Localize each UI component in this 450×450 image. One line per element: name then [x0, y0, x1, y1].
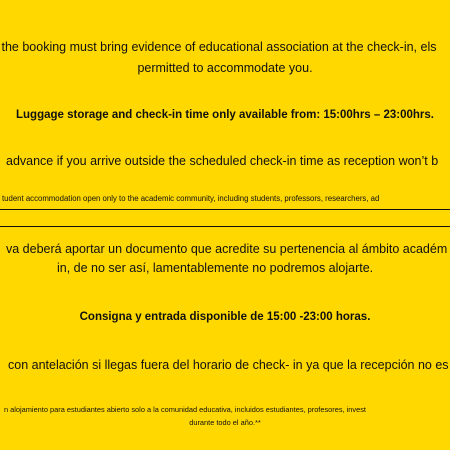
spanish-booking-line-1: va deberá aportar un documento que acredite su pertenencia al ámbito académ [6, 242, 448, 256]
section-divider-bottom [0, 226, 450, 227]
english-booking-line-1: the booking must bring evidence of educational association at the check-in, els [1, 40, 437, 54]
spanish-student-note-line-2: durante todo el año.** [189, 418, 261, 427]
english-booking-line-2: permitted to accommodate you. [137, 61, 313, 75]
english-luggage-hours: Luggage storage and check-in time only available from: 15:00hrs – 23:00hrs. [16, 109, 434, 121]
spanish-booking-line-2: in, de no ser así, lamentablemente no podremos alojarte. [57, 261, 374, 275]
english-advance-notice: advance if you arrive outside the scheduled check-in time as reception won’t b [6, 154, 439, 168]
spanish-student-note-line-1: n alojamiento para estudiantes abierto solo a la comunidad educativa, incluidos estudiantes, profesores, invest [4, 405, 366, 414]
spanish-advance-notice: con antelación si llegas fuera del horario de check- in ya que la recepción no es [8, 358, 449, 372]
english-student-note: tudent accommodation open only to the academic community, including students, professors, researchers, ad [2, 194, 380, 203]
section-divider-top [0, 209, 450, 210]
spanish-luggage-hours: Consigna y entrada disponible de 15:00 -23:00 horas. [79, 311, 371, 323]
